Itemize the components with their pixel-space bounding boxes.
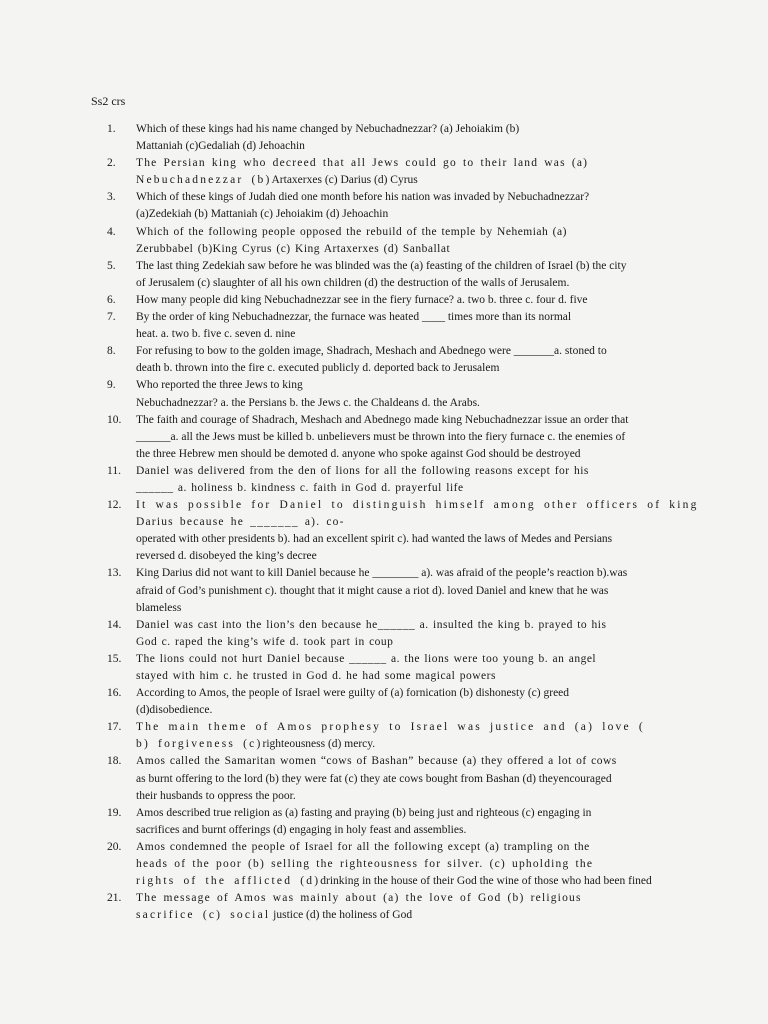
question-text-segment: rights of the afflicted (d) — [136, 875, 321, 888]
question-item — [91, 412, 708, 463]
question-number: 18. — [107, 755, 122, 768]
question-item — [91, 121, 708, 155]
question-item — [91, 617, 708, 651]
question-text-segment: the three Hebrew men should be demoted d. anyone who spoke against God should be destroyed — [136, 447, 581, 460]
question-number: 21. — [107, 892, 122, 905]
question-text — [136, 721, 645, 750]
question-text — [136, 567, 627, 613]
question-text — [136, 311, 571, 340]
question-text-segment: Mattaniah (c)Gedaliah (d) Jehoachin — [136, 140, 305, 153]
question-text-segment: (a)Zedekiah (b) Mattaniah (c) Jehoiakim (d) Jehoachin — [136, 208, 389, 221]
question-item — [91, 309, 708, 343]
question-text-segment: ______a. all the Jews must be killed b. unbelievers must be thrown into the fiery furnace c. the enemies of — [136, 430, 626, 443]
question-text-segment: Daniel was delivered from the den of lions for all the following reasons except for his — [136, 464, 589, 477]
question-number: 15. — [107, 652, 122, 665]
question-item — [91, 753, 708, 804]
question-text-segment: (d)disobedience. — [136, 704, 213, 717]
question-text-segment: How many people did king Nebuchadnezzar see in the fiery furnace? a. two b. three c. four d. five — [136, 293, 588, 306]
question-text — [136, 465, 589, 494]
question-text-segment: their husbands to oppress the poor. — [136, 789, 296, 802]
question-text — [136, 157, 588, 186]
question-text-segment: The message of Amos was mainly about (a) the love of God (b) religious — [136, 892, 582, 905]
question-text-segment: Nebuchadnezzar (b) — [136, 174, 272, 187]
question-text-segment: blameless — [136, 601, 182, 614]
question-text-segment: The lions could not hurt Daniel because ______ a. the lions were too young b. an angel — [136, 652, 597, 665]
question-list — [91, 121, 708, 924]
question-text — [136, 345, 607, 374]
question-text — [136, 226, 567, 255]
question-text-segment: Artaxerxes (c) Darius (d) Cyrus — [271, 174, 418, 187]
question-number: 13. — [107, 567, 122, 580]
question-item — [91, 651, 708, 685]
question-number: 16. — [107, 687, 122, 700]
question-number: 17. — [107, 721, 122, 734]
question-text — [136, 379, 480, 408]
question-text — [136, 414, 628, 460]
question-item — [91, 377, 708, 411]
question-text-segment: heat. a. two b. five c. seven d. nine — [136, 328, 296, 341]
question-text-segment: For refusing to bow to the golden image, Shadrach, Meshach and Abednego were _______a. stoned to — [136, 345, 607, 358]
question-number: 2. — [107, 157, 116, 170]
question-number: 10. — [107, 413, 122, 426]
question-number: 9. — [107, 379, 116, 392]
question-text-segment: Who reported the three Jews to king — [136, 379, 303, 392]
question-item — [91, 155, 708, 189]
question-text-segment: drinking in the house of their God the wine of those who had been fined — [320, 875, 652, 888]
document-title: Ss2 crs — [91, 94, 126, 108]
question-text-segment: According to Amos, the people of Israel were guilty of (a) fornication (b) dishonesty (c) greed — [136, 687, 570, 700]
question-number: 8. — [107, 345, 116, 358]
question-item — [91, 497, 708, 565]
question-text — [136, 755, 617, 801]
question-text — [136, 841, 652, 887]
question-text-segment: It was possible for Daniel to distinguish himself among other officers of king — [136, 499, 699, 512]
question-text-segment: Which of the following people opposed the rebuild of the temple by Nehemiah (a) — [136, 225, 567, 238]
question-item — [91, 719, 708, 753]
question-text-segment: as burnt offering to the lord (b) they were fat (c) they ate cows bought from Bashan (d) theyencouraged — [136, 772, 612, 785]
question-text-segment: Which of these kings had his name changed by Nebuchadnezzar? (a) Jehoiakim (b) — [136, 123, 520, 135]
question-text-segment: Nebuchadnezzar? a. the Persians b. the Jews c. the Chaldeans d. the Arabs. — [136, 396, 480, 409]
question-text-segment: of Jerusalem (c) slaughter of all his own children (d) the destruction of the walls of Jerusalem. — [136, 276, 570, 289]
question-number: 1. — [107, 123, 116, 135]
question-text-segment: Daniel was cast into the lion’s den because he______ a. insulted the king b. prayed to his — [136, 618, 607, 631]
question-text-segment: Darius because he _______ a). co- — [136, 516, 345, 529]
question-number: 19. — [107, 806, 122, 819]
question-number: 4. — [107, 225, 116, 238]
question-text-segment: reversed d. disobeyed the king’s decree — [136, 550, 317, 563]
question-number: 7. — [107, 311, 116, 324]
question-text-segment: justice (d) the holiness of God — [270, 909, 413, 922]
question-text-segment: The Persian king who decreed that all Jews could go to their land was (a) — [136, 157, 589, 170]
question-item — [91, 292, 708, 309]
question-item — [91, 890, 708, 924]
question-text — [136, 687, 569, 716]
question-text-segment: Zerubbabel (b)King Cyrus (c) King Artaxerxes (d) Sanballat — [136, 242, 451, 255]
question-text — [136, 499, 699, 562]
question-text-segment: The faith and courage of Shadrach, Meshach and Abednego made king Nebuchadnezzar issue an order that — [136, 413, 629, 426]
question-text-segment: stayed with him c. he trusted in God d. he had some magical powers — [136, 670, 496, 682]
question-text-segment: Which of these kings of Judah died one month before his nation was invaded by Nebuchadnezzar? — [136, 191, 590, 204]
question-text — [136, 653, 596, 682]
question-text — [136, 260, 627, 289]
question-text — [136, 191, 589, 220]
question-text-segment: afraid of God’s punishment c). thought that it might cause a riot d). loved Daniel and knew that he was — [136, 584, 609, 597]
question-item — [91, 258, 708, 292]
question-text-segment: Amos condemned the people of Israel for all the following except (a) trampling on the — [136, 840, 590, 853]
question-text-segment: Amos called the Samaritan women “cows of Bashan” because (a) they offered a lot of cows — [136, 755, 617, 768]
question-number: 20. — [107, 840, 122, 853]
question-text — [136, 619, 606, 648]
question-item — [91, 224, 708, 258]
question-item — [91, 189, 708, 223]
question-text-segment: operated with other presidents b). had an excellent spirit c). had wanted the laws of Medes and Persians — [136, 533, 613, 546]
question-text-segment: righteousness (d) mercy. — [262, 738, 376, 751]
question-text-segment: God c. raped the king’s wife d. took part in coup — [136, 635, 394, 648]
question-text-segment: Amos described true religion as (a) fasting and praying (b) being just and righteous (c) engaging in — [136, 806, 592, 819]
question-text-segment: b) forgiveness (c) — [136, 738, 263, 751]
question-text-segment: The main theme of Amos prophesy to Israel was justice and (a) love ( — [136, 721, 645, 734]
question-text-segment: sacrifices and burnt offerings (d) engaging in holy feast and assemblies. — [136, 823, 467, 836]
question-number: 11. — [107, 464, 121, 477]
question-text-segment: King Darius did not want to kill Daniel because he ________ a). was afraid of the people’s reaction b).was — [136, 567, 628, 580]
question-number: 14. — [107, 618, 122, 631]
question-number: 5. — [107, 259, 116, 272]
question-text-segment: death b. thrown into the fire c. executed publicly d. deported back to Jerusalem — [136, 362, 500, 375]
question-text — [136, 807, 591, 836]
question-item — [91, 805, 708, 839]
question-item — [91, 839, 708, 890]
question-text-segment: ______ a. holiness b. kindness c. faith in God d. prayerful life — [136, 481, 464, 494]
question-text-segment: By the order of king Nebuchadnezzar, the furnace was heated ____ times more than its normal — [136, 311, 572, 324]
question-number: 6. — [107, 293, 116, 306]
question-item — [91, 463, 708, 497]
question-text — [136, 892, 582, 921]
question-text — [136, 294, 588, 306]
question-item — [91, 685, 708, 719]
question-item — [91, 343, 708, 377]
question-text — [136, 123, 519, 152]
question-text-segment: heads of the poor (b) selling the righteousness for silver. (c) upholding the — [136, 858, 594, 871]
question-item — [91, 565, 708, 616]
question-number: 3. — [107, 191, 116, 204]
question-text-segment: The last thing Zedekiah saw before he was blinded was the (a) feasting of the children of Israel (b) the city — [136, 259, 627, 272]
question-text-segment: sacrifice (c) social — [136, 909, 271, 922]
question-number: 12. — [107, 499, 122, 512]
